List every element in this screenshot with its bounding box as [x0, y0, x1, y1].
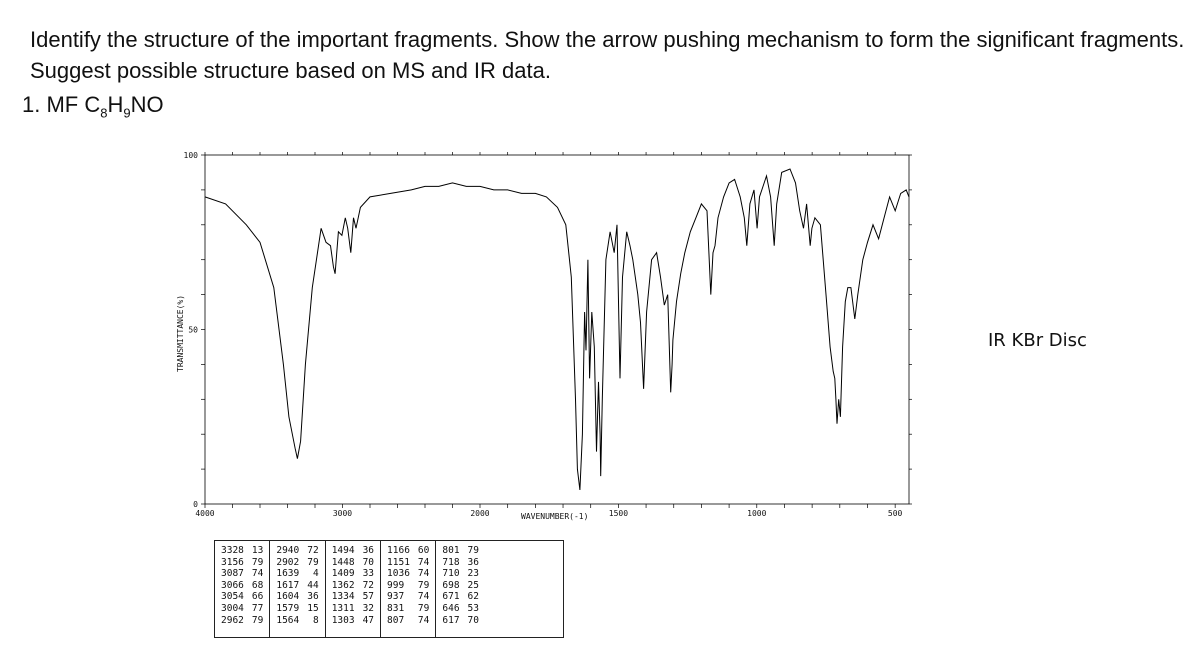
peak-row [442, 580, 479, 592]
peak-wavenumber: 3156 [221, 556, 244, 568]
peak-wavenumber: 3004 [221, 602, 244, 614]
peak-transmittance: 32 [362, 602, 375, 614]
peak-wavenumber: 1494 [331, 545, 355, 556]
peak-wavenumber: 1303 [331, 614, 355, 626]
x-axis-title: WAVENUMBER(-1) [521, 512, 589, 521]
peak-row [276, 557, 318, 569]
peak-wavenumber: 1334 [331, 591, 355, 603]
peak-row [221, 615, 263, 627]
peak-wavenumber: 617 [442, 614, 460, 626]
formula-element: C [84, 92, 101, 117]
peak-row [332, 591, 374, 603]
peak-wavenumber: 1579 [276, 602, 300, 614]
spectrum-line [205, 169, 909, 490]
peak-transmittance: 25 [467, 579, 479, 591]
peak-wavenumber: 1166 [387, 545, 410, 556]
x-tick-label: 4000 [195, 509, 215, 518]
formula-subscript: 8 [100, 105, 108, 121]
x-tick-label: 500 [887, 509, 903, 518]
peak-transmittance: 77 [251, 602, 264, 614]
peak-row [221, 580, 263, 592]
peak-row [387, 580, 429, 592]
formula-element: H [107, 92, 124, 117]
peak-wavenumber: 999 [387, 579, 405, 591]
peak-wavenumber: 801 [442, 545, 460, 556]
peak-transmittance: 79 [467, 545, 479, 556]
peak-transmittance: 79 [251, 556, 264, 568]
peak-wavenumber: 718 [442, 556, 460, 568]
peak-row [332, 545, 374, 557]
peak-transmittance: 72 [307, 545, 319, 556]
peak-wavenumber: 937 [387, 591, 405, 603]
peak-row [276, 580, 318, 592]
peak-wavenumber: 1036 [387, 568, 410, 580]
peak-row [332, 603, 374, 615]
peak-row [221, 545, 263, 557]
peak-row [442, 591, 479, 603]
peak-transmittance: 74 [417, 568, 430, 580]
peak-wavenumber: 1564 [276, 614, 300, 626]
peak-row [387, 568, 429, 580]
peak-transmittance: 47 [362, 614, 375, 626]
peak-transmittance: 74 [417, 591, 430, 603]
peak-wavenumber: 1409 [331, 568, 355, 580]
peak-transmittance: 74 [251, 568, 264, 580]
peak-wavenumber: 1639 [276, 568, 300, 580]
y-tick-label: 0 [193, 500, 198, 509]
y-tick-label: 100 [183, 151, 198, 160]
peak-transmittance: 68 [251, 579, 264, 591]
peak-wavenumber: 3328 [221, 545, 244, 556]
question-text: Identify the structure of the important fragments. Show the arrow pushing mechanism to form the significant fragments. Suggest possible structure based on MS and IR data. [30, 27, 1185, 83]
peak-row [221, 591, 263, 603]
peak-row [387, 557, 429, 569]
item-prefix: 1. MF [22, 92, 85, 117]
peak-row [387, 603, 429, 615]
peak-row [387, 545, 429, 557]
peak-wavenumber: 3054 [221, 591, 244, 603]
peak-transmittance: 36 [362, 545, 375, 556]
peak-transmittance: 15 [307, 602, 319, 614]
peak-table [214, 540, 564, 638]
peak-column [381, 541, 436, 637]
peak-row [387, 615, 429, 627]
formula-subscript: 9 [123, 105, 131, 121]
peak-column [270, 541, 325, 637]
peak-transmittance: 60 [417, 545, 430, 556]
peak-transmittance: 23 [467, 568, 479, 580]
formula-element: NO [130, 92, 164, 117]
peak-wavenumber: 1362 [331, 579, 355, 591]
peak-row [221, 557, 263, 569]
peak-transmittance: 74 [417, 614, 430, 626]
peak-row [221, 568, 263, 580]
peak-wavenumber: 1151 [387, 556, 410, 568]
peak-column [436, 541, 485, 637]
peak-wavenumber: 1311 [331, 602, 355, 614]
peak-transmittance: 70 [362, 556, 375, 568]
ir-method-note: IR KBr Disc [988, 330, 1087, 351]
y-tick-label: 50 [188, 325, 198, 335]
peak-wavenumber: 831 [387, 602, 405, 614]
peak-transmittance: 13 [251, 545, 264, 556]
peak-row [276, 603, 318, 615]
peak-row [332, 568, 374, 580]
peak-row [442, 603, 479, 615]
peak-wavenumber: 1617 [276, 579, 300, 591]
peak-transmittance: 57 [362, 591, 375, 603]
peak-wavenumber: 3087 [221, 568, 244, 580]
peak-wavenumber: 2902 [276, 556, 300, 568]
peak-transmittance: 4 [312, 568, 319, 580]
y-tick-labels [184, 151, 199, 509]
peak-transmittance: 79 [251, 614, 264, 626]
peak-row [387, 591, 429, 603]
peak-row [442, 557, 479, 569]
peak-transmittance: 8 [312, 614, 319, 626]
peak-row [276, 615, 318, 627]
peak-transmittance: 53 [467, 602, 479, 614]
peak-transmittance: 79 [417, 602, 430, 614]
peak-transmittance: 44 [307, 579, 319, 591]
peak-row [332, 557, 374, 569]
x-tick-label: 1000 [747, 509, 767, 518]
peak-row [442, 568, 479, 580]
peak-wavenumber: 807 [387, 614, 405, 626]
x-tick-label: 1500 [608, 509, 629, 518]
peak-row [442, 615, 479, 627]
peak-wavenumber: 710 [442, 568, 460, 580]
peak-transmittance: 72 [362, 579, 375, 591]
peak-transmittance: 36 [307, 591, 319, 603]
peak-transmittance: 79 [307, 556, 319, 568]
peak-wavenumber: 671 [442, 591, 460, 603]
peak-wavenumber: 2940 [276, 545, 300, 556]
peak-row [332, 615, 374, 627]
peak-row [276, 591, 318, 603]
peak-transmittance: 33 [362, 568, 375, 580]
peak-wavenumber: 1604 [276, 591, 300, 603]
y-axis-title: TRANSMITTANCE(%) [176, 294, 185, 372]
peak-transmittance: 62 [467, 591, 479, 603]
peak-transmittance: 36 [467, 556, 479, 568]
peak-row [276, 568, 318, 580]
peak-wavenumber: 3066 [221, 579, 244, 591]
peak-column [215, 541, 270, 637]
x-tick-label: 2000 [470, 509, 490, 518]
peak-wavenumber: 646 [442, 602, 460, 614]
peak-wavenumber: 1448 [331, 556, 355, 568]
peak-row [442, 545, 479, 557]
tick-marks [201, 152, 912, 508]
peak-wavenumber: 698 [442, 579, 460, 591]
peak-transmittance: 66 [251, 591, 264, 603]
peak-wavenumber: 2962 [221, 614, 244, 626]
peak-column [326, 541, 381, 637]
peak-transmittance: 70 [467, 614, 479, 626]
peak-row [221, 603, 263, 615]
peak-row [332, 580, 374, 592]
peak-transmittance: 79 [417, 579, 430, 591]
peak-transmittance: 74 [417, 556, 430, 568]
x-tick-label: 3000 [332, 509, 353, 518]
peak-row [276, 545, 318, 557]
